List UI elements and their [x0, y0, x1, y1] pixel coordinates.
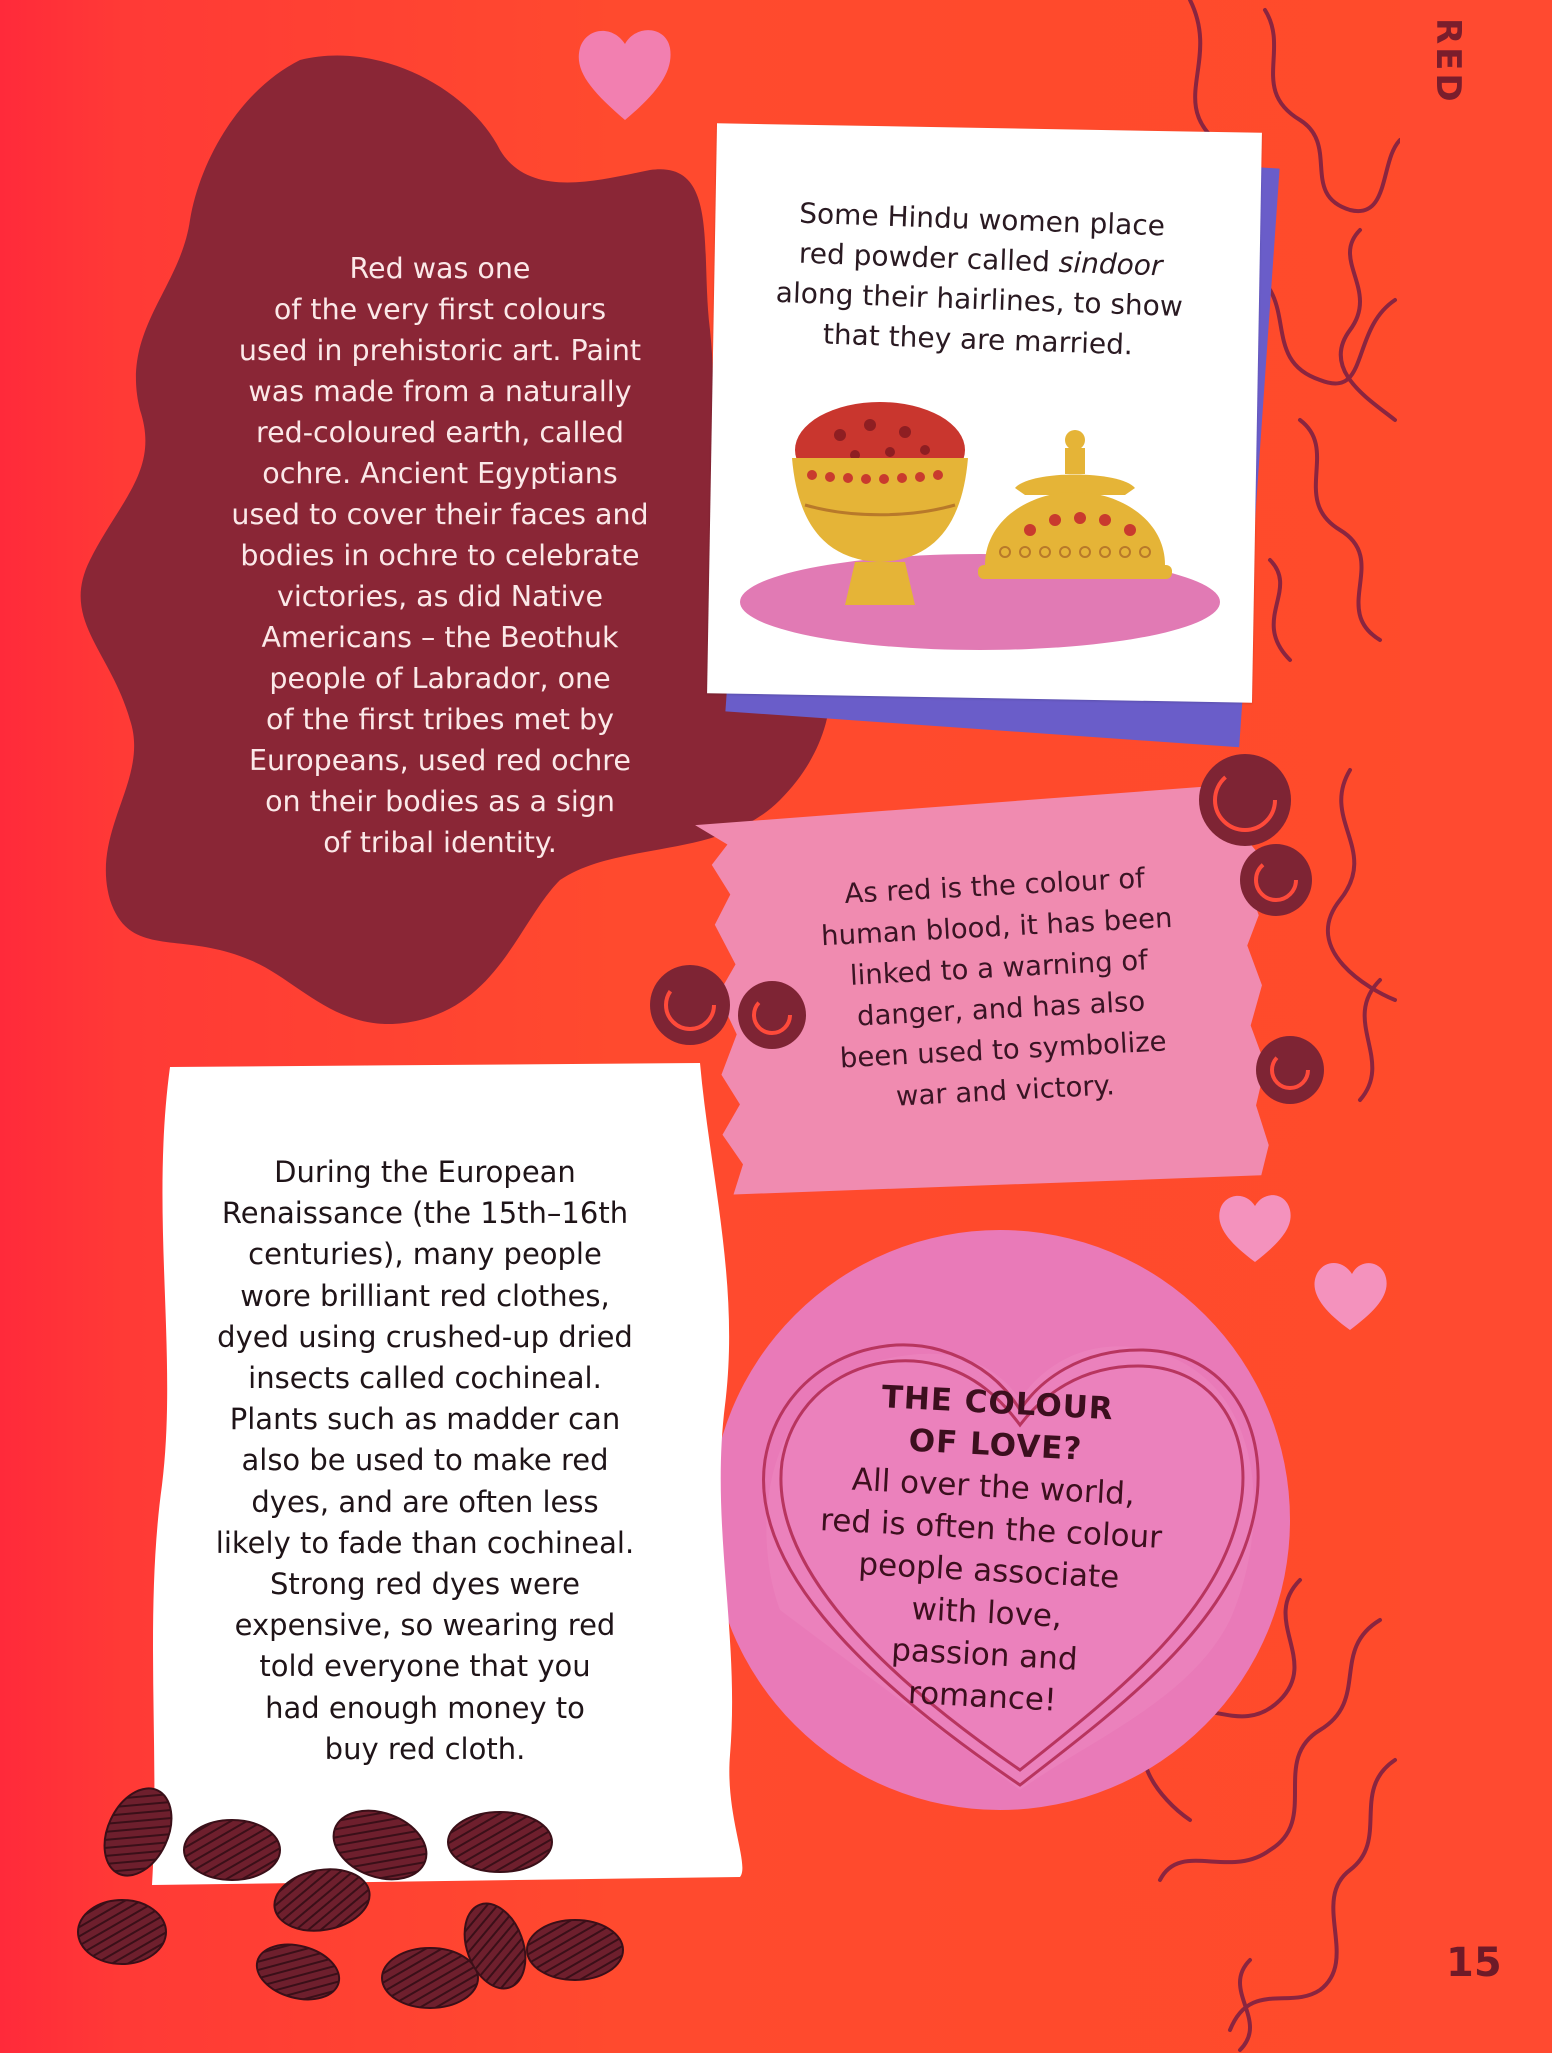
love-text: THE COLOUR OF LOVE? All over the world, red is often the colour people associate with love, passion and romance!: [771, 1371, 1208, 1729]
ochre-text: Red was one of the very first colours used in prehistoric art. Paint was made from a naturally red-coloured earth, called ochre. Ancient Egyptians used to cover their faces and bodies in ochre to celebrate victories, as did Native Americans – the Beothuk people of Labrador, one of the first tribes met by Europeans, used red ochre on their bodies as a sign of tribal identity.: [231, 252, 649, 859]
section-title: RED: [1428, 18, 1468, 105]
sindoor-text: Some Hindu women place red powder called sindoor along their hairlines, to show that they are married.: [775, 196, 1184, 362]
love-heading: THE COLOUR OF LOVE?: [880, 1379, 1115, 1468]
page-number: 15: [1446, 1940, 1502, 1986]
renaissance-text: During the European Renaissance (the 15th–16th centuries), many people wore brilliant red clothes, dyed using crushed-up dried insects called cochineal. Plants such as madder can also be used to make red dyes, and are often less likely to fade than cochineal. Strong red dyes were expensive, so wearing red told everyone that you had enough money to buy red cloth.: [215, 1155, 635, 1766]
cochineal-insects-decoration: [0, 1750, 700, 2053]
blood-text: As red is the colour of human blood, it has been linked to a warning of danger, and has also been used to symbolize war and victory.: [820, 862, 1174, 1113]
